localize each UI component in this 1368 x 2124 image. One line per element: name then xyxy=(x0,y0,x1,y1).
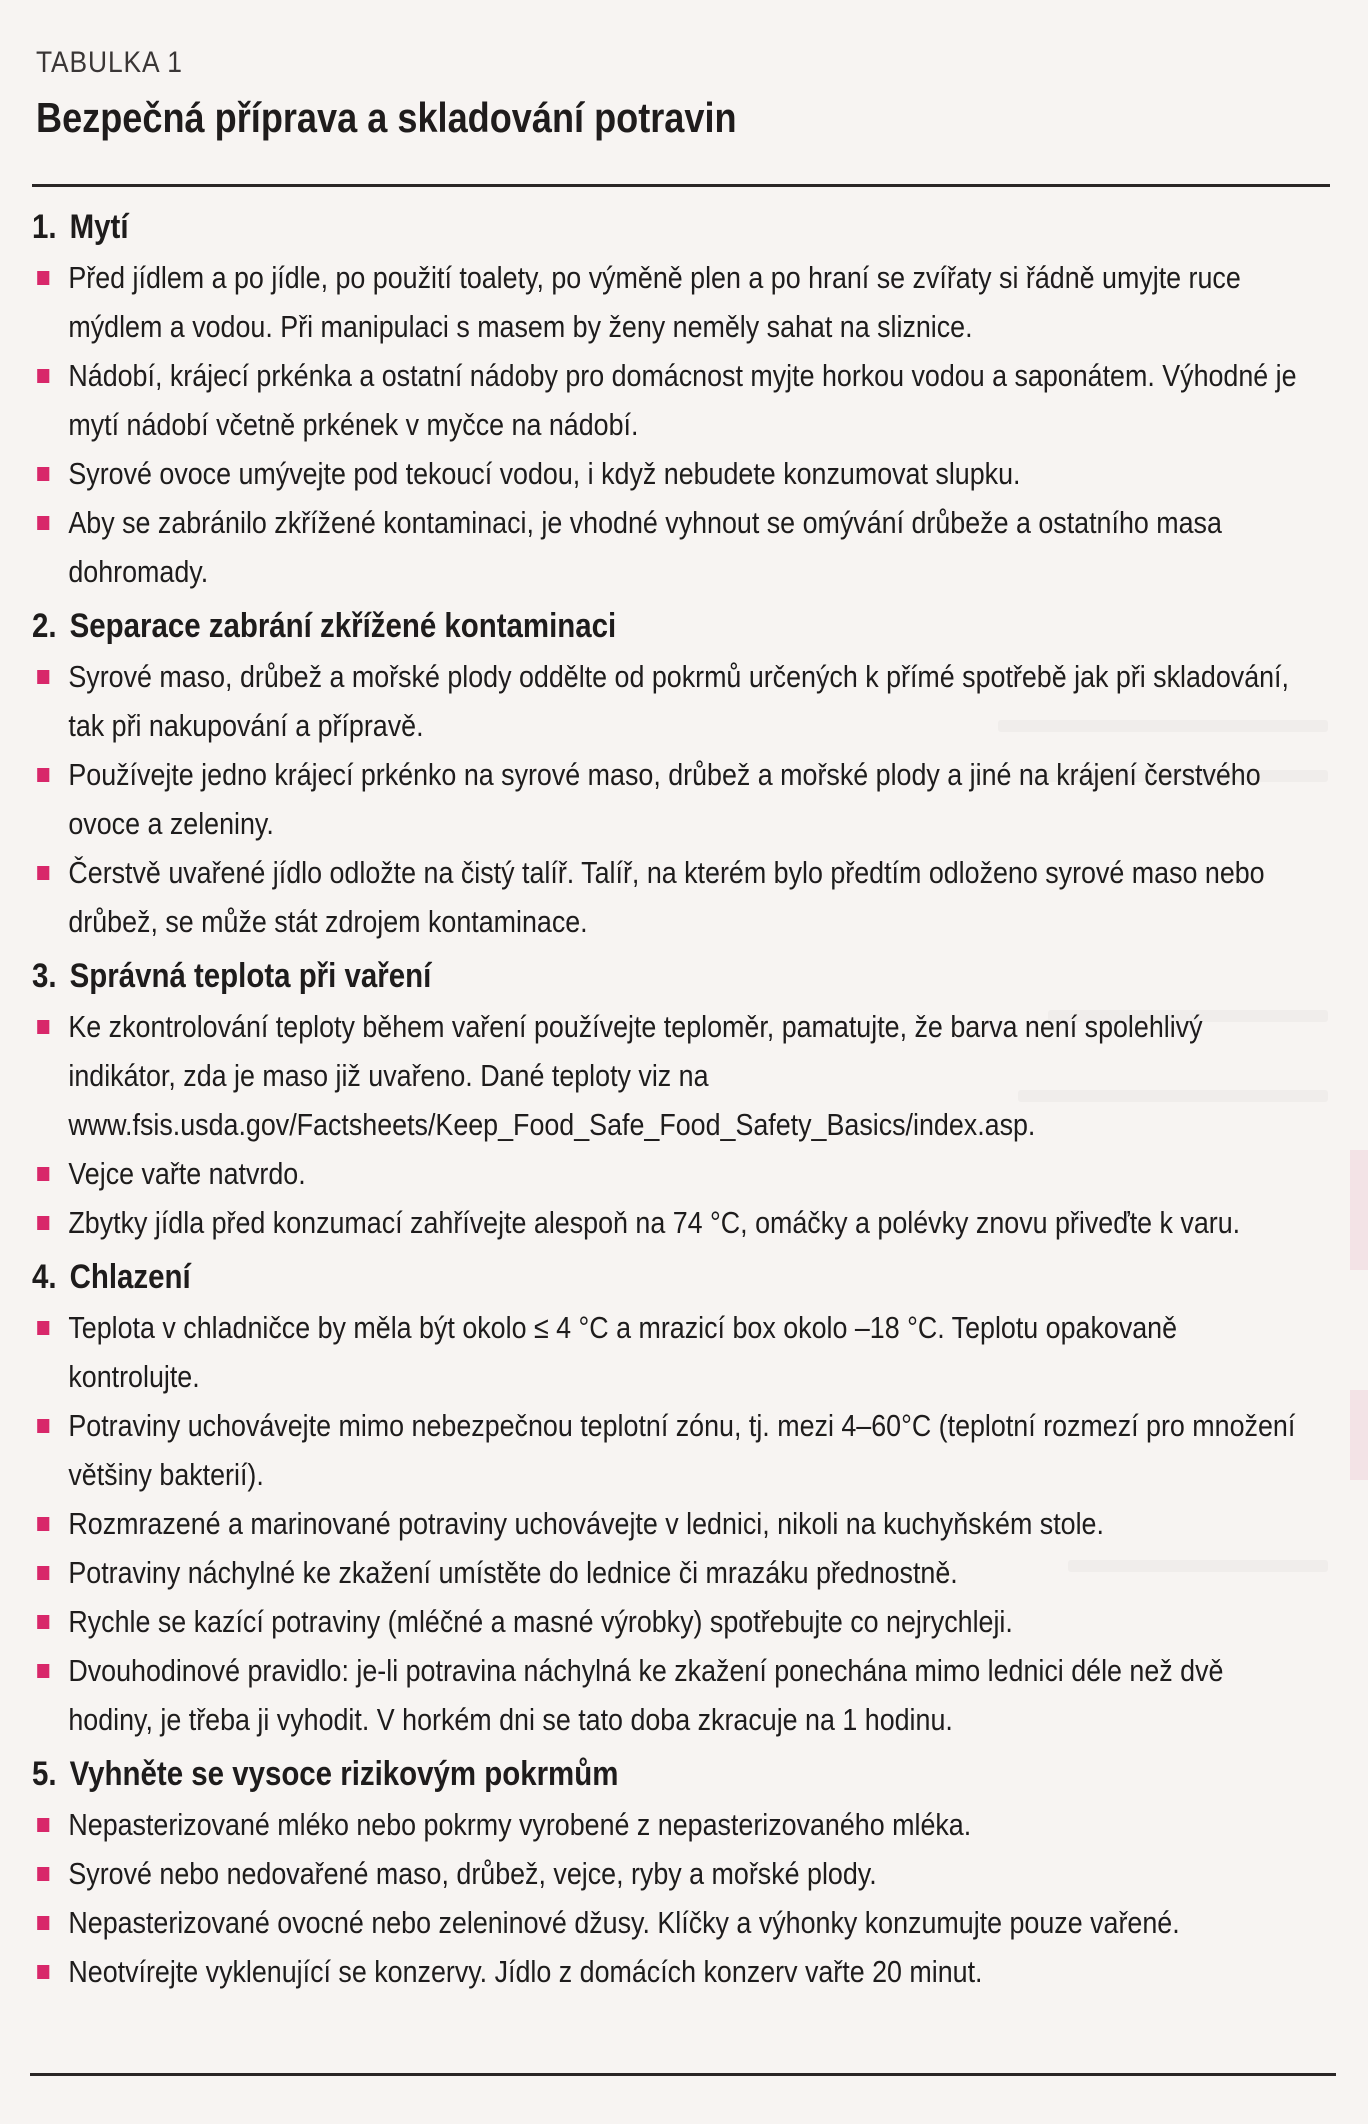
list-item-text: Zbytky jídla před konzumací zahřívejte alespoň na 74 °C, omáčky a polévky znovu přiveďte k varu. xyxy=(68,1205,1241,1240)
list-item xyxy=(32,1548,1314,1597)
list-item xyxy=(32,1597,1314,1646)
list-item xyxy=(32,1499,1314,1548)
square-bullet-icon xyxy=(37,1566,49,1580)
bottom-rule xyxy=(30,2073,1336,2076)
section xyxy=(32,1748,1314,1996)
list-item xyxy=(32,848,1314,946)
list-item-text: Syrové ovoce umývejte pod tekoucí vodou, i když nebudete konzumovat slupku. xyxy=(68,456,1021,491)
section-title: Mytí xyxy=(69,208,129,246)
square-bullet-icon xyxy=(37,1216,49,1230)
table-title: Bezpečná příprava a skladování potravin xyxy=(36,94,737,141)
section-number: 3. xyxy=(32,957,57,995)
section-title: Chlazení xyxy=(69,1258,191,1296)
section-heading xyxy=(32,1251,1314,1303)
list-item-text: Vejce vařte natvrdo. xyxy=(68,1156,306,1191)
list-item xyxy=(32,750,1314,848)
section xyxy=(32,600,1314,946)
table-content xyxy=(32,201,1314,1996)
section xyxy=(32,201,1314,596)
square-bullet-icon xyxy=(37,768,49,782)
section-number: 4. xyxy=(32,1258,57,1296)
section-number: 1. xyxy=(32,208,57,246)
list-item xyxy=(32,449,1314,498)
list-item-text: Aby se zabránilo zkřížené kontaminaci, je vhodné vyhnout se omývání drůbeže a ostatního masa dohromady. xyxy=(68,505,1222,589)
list-item xyxy=(32,1401,1314,1499)
section-title: Správná teplota při vaření xyxy=(69,957,432,995)
square-bullet-icon xyxy=(37,1419,49,1433)
square-bullet-icon xyxy=(37,516,49,530)
square-bullet-icon xyxy=(37,1867,49,1881)
list-item-text: Čerstvě uvařené jídlo odložte na čistý talíř. Talíř, na kterém bylo předtím odloženo syrové maso nebo drůbež, se může stát zdrojem kontaminace. xyxy=(68,855,1265,939)
square-bullet-icon xyxy=(37,1916,49,1930)
table-box xyxy=(32,46,1332,1996)
square-bullet-icon xyxy=(37,1020,49,1034)
list-item-text: Neotvírejte vyklenující se konzervy. Jídlo z domácích konzerv vařte 20 minut. xyxy=(68,1954,983,1989)
top-rule xyxy=(32,184,1330,187)
list-item-text: Rozmrazené a marinované potraviny uchovávejte v lednici, nikoli na kuchyňském stole. xyxy=(68,1506,1104,1541)
list-item-text: Potraviny uchovávejte mimo nebezpečnou teplotní zónu, tj. mezi 4–60°C (teplotní rozmezí pro množení většiny bakterií). xyxy=(68,1408,1296,1492)
list-item-text: Syrové nebo nedovařené maso, drůbež, vejce, ryby a mořské plody. xyxy=(68,1856,877,1891)
section-title: Vyhněte se vysoce rizikovým pokrmům xyxy=(69,1755,619,1793)
table-label: TABULKA 1 xyxy=(36,46,183,79)
bullet-list xyxy=(32,1002,1314,1247)
bullet-list xyxy=(32,1303,1314,1744)
bullet-list xyxy=(32,652,1314,946)
list-item xyxy=(32,1149,1314,1198)
list-item-text: Nepasterizované ovocné nebo zeleninové džusy. Klíčky a výhonky konzumujte pouze vařené. xyxy=(68,1905,1180,1940)
section-heading xyxy=(32,1748,1314,1800)
list-item-text: Teplota v chladničce by měla být okolo ≤ 4 °C a mrazicí box okolo –18 °C. Teplotu opakovaně kontrolujte. xyxy=(68,1310,1178,1394)
list-item-text: Rychle se kazící potraviny (mléčné a masné výrobky) spotřebujte co nejrychleji. xyxy=(68,1604,1013,1639)
section-number: 5. xyxy=(32,1755,57,1793)
list-item-text: Před jídlem a po jídle, po použití toalety, po výměně plen a po hraní se zvířaty si řádně umyjte ruce mýdlem a vodou. Při manipulaci s masem by ženy neměly sahat na sliznice. xyxy=(68,260,1241,344)
square-bullet-icon xyxy=(37,1818,49,1832)
section-title: Separace zabrání zkřížené kontaminaci xyxy=(69,607,617,645)
list-item xyxy=(32,1849,1314,1898)
square-bullet-icon xyxy=(37,1615,49,1629)
list-item xyxy=(32,498,1314,596)
bullet-list xyxy=(32,253,1314,596)
section-heading xyxy=(32,201,1314,253)
list-item xyxy=(32,652,1314,750)
bullet-list xyxy=(32,1800,1314,1996)
list-item-text: Syrové maso, drůbež a mořské plody oddělte od pokrmů určených k přímé spotřebě jak při skladování, tak při nakupování a přípravě. xyxy=(68,659,1289,743)
bleed-pink-bar xyxy=(1350,1390,1368,1480)
section-number: 2. xyxy=(32,607,57,645)
square-bullet-icon xyxy=(37,866,49,880)
square-bullet-icon xyxy=(37,271,49,285)
list-item-text: Ke zkontrolování teploty během vaření používejte teploměr, pamatujte, že barva není spolehlivý indikátor, zda je maso již uvařeno. Dané teploty viz na www.fsis.usda.gov/Factsheets/Keep_Food_Safe_Food_Safety_Basics/index.asp. xyxy=(68,1009,1203,1142)
square-bullet-icon xyxy=(37,1321,49,1335)
section xyxy=(32,950,1314,1247)
list-item xyxy=(32,1303,1314,1401)
square-bullet-icon xyxy=(37,1664,49,1678)
section-heading xyxy=(32,950,1314,1002)
list-item xyxy=(32,351,1314,449)
square-bullet-icon xyxy=(37,1167,49,1181)
list-item xyxy=(32,1198,1314,1247)
list-item-text: Nepasterizované mléko nebo pokrmy vyrobené z nepasterizovaného mléka. xyxy=(68,1807,972,1842)
square-bullet-icon xyxy=(37,467,49,481)
section-heading xyxy=(32,600,1314,652)
list-item xyxy=(32,1898,1314,1947)
square-bullet-icon xyxy=(37,670,49,684)
list-item xyxy=(32,1002,1314,1149)
list-item-text: Potraviny náchylné ke zkažení umístěte do lednice či mrazáku přednostně. xyxy=(68,1555,958,1590)
list-item-text: Nádobí, krájecí prkénka a ostatní nádoby pro domácnost myjte horkou vodou a saponátem. Výhodné je mytí nádobí včetně prkének v myčce na nádobí. xyxy=(68,358,1297,442)
list-item xyxy=(32,1646,1314,1744)
list-item xyxy=(32,1947,1314,1996)
bleed-pink-bar xyxy=(1350,1150,1368,1270)
list-item xyxy=(32,1800,1314,1849)
square-bullet-icon xyxy=(37,1965,49,1979)
list-item-text: Používejte jedno krájecí prkénko na syrové maso, drůbež a mořské plody a jiné na krájení čerstvého ovoce a zeleniny. xyxy=(68,757,1261,841)
section xyxy=(32,1251,1314,1744)
list-item-text: Dvouhodinové pravidlo: je-li potravina náchylná ke zkažení ponechána mimo lednici déle než dvě hodiny, je třeba ji vyhodit. V horkém dni se tato doba zkracuje na 1 hodinu. xyxy=(68,1653,1224,1737)
square-bullet-icon xyxy=(37,1517,49,1531)
list-item xyxy=(32,253,1314,351)
square-bullet-icon xyxy=(37,369,49,383)
